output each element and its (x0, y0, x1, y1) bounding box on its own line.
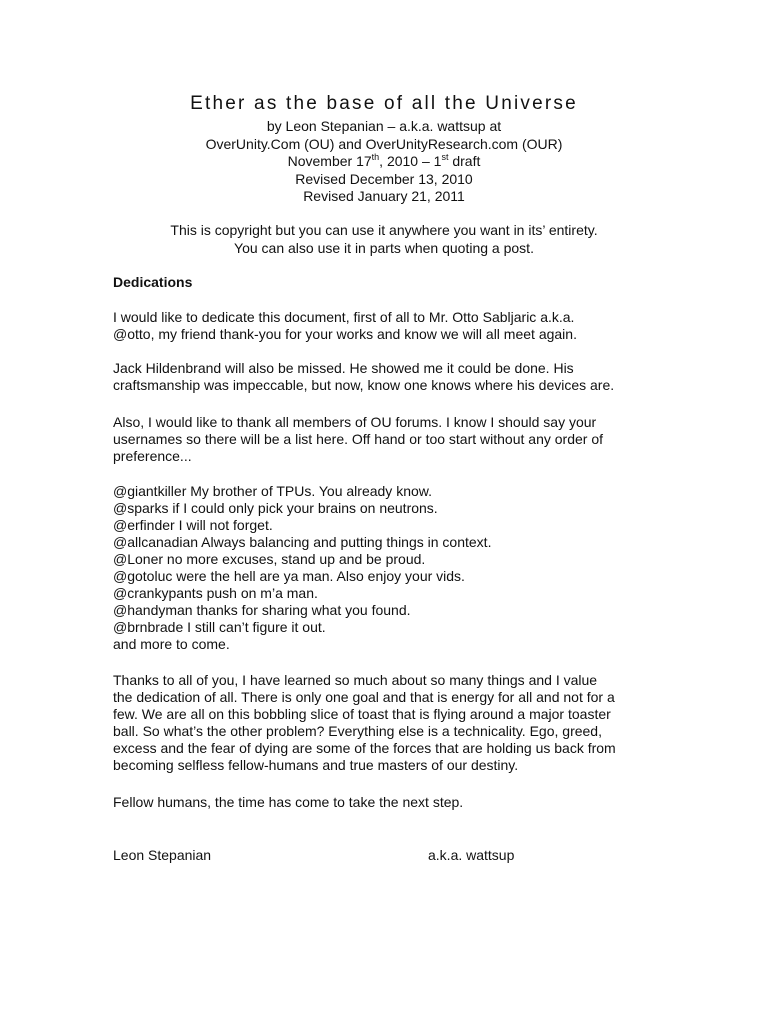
signature-name: Leon Stepanian (113, 847, 212, 863)
member-list-item: @erfinder I will not forget. (113, 517, 273, 533)
member-list-item: @allcanadian Always balancing and putting things in context. (113, 534, 492, 550)
paragraph-line: ball. So what’s the other problem? Everything else is a technicality. Ego, greed, (113, 723, 602, 739)
draft-date-line (0, 153, 768, 171)
paragraph-closing (113, 672, 673, 774)
paragraph-line: Also, I would like to thank all members of OU forums. I know I should say your (113, 414, 597, 430)
signature-alias: a.k.a. wattsup (428, 847, 515, 863)
date-suffix: draft (448, 153, 481, 170)
paragraph-dedication-otto (113, 309, 673, 343)
paragraph-line: Fellow humans, the time has come to take the next step. (113, 794, 464, 810)
paragraph-line: excess and the fear of dying are some of the forces that are holding us back from (113, 740, 616, 756)
member-list-item: and more to come. (113, 636, 230, 652)
revised-line-2: Revised January 21, 2011 (303, 188, 465, 205)
copyright-line-2: You can also use it in parts when quoting a post. (234, 239, 534, 256)
document-header (0, 118, 768, 206)
paragraph-line: Thanks to all of you, I have learned so much about so many things and I value (113, 672, 598, 688)
paragraph-thanks-members (113, 414, 673, 465)
member-list-item: @Loner no more excuses, stand up and be proud. (113, 551, 426, 567)
member-list (113, 483, 673, 653)
paragraph-line: Jack Hildenbrand will also be missed. He showed me it could be done. His (113, 360, 574, 376)
member-list-item: @giantkiller My brother of TPUs. You already know. (113, 483, 432, 499)
paragraph-next-step (113, 794, 673, 811)
paragraph-line: few. We are all on this bobbling slice of toast that is flying around a major toaster (113, 706, 611, 722)
sites-line: OverUnity.Com (OU) and OverUnityResearch.com (OUR) (205, 135, 563, 152)
paragraph-line: usernames so there will be a list here. Off hand or too start without any order of (113, 431, 603, 447)
copyright-line-1: This is copyright but you can use it anywhere you want in its’ entirety. (170, 222, 598, 238)
member-list-item: @handyman thanks for sharing what you found. (113, 602, 411, 618)
member-list-item: @gotoluc were the hell are ya man. Also enjoy your vids. (113, 568, 465, 584)
paragraph-line: I would like to dedicate this document, first of all to Mr. Otto Sabljaric a.k.a. (113, 309, 575, 325)
section-heading-dedications: Dedications (113, 274, 193, 290)
paragraph-line: becoming selfless fellow-humans and true masters of our destiny. (113, 757, 519, 773)
member-list-item: @brnbrade I still can’t figure it out. (113, 619, 326, 635)
byline: by Leon Stepanian – a.k.a. wattsup at (266, 118, 502, 134)
paragraph-line: @otto, my friend thank-you for your works and know we will all meet again. (113, 326, 577, 342)
paragraph-line: preference... (113, 448, 192, 464)
paragraph-line: craftsmanship was impeccable, but now, know one knows where his devices are. (113, 377, 615, 393)
paragraph-line: the dedication of all. There is only one goal and that is energy for all and not for a (113, 689, 615, 705)
date-sup-th: th (371, 151, 380, 162)
copyright-notice (0, 222, 768, 257)
paragraph-dedication-jack (113, 360, 673, 394)
date-prefix: November 17 (287, 153, 372, 170)
member-list-item: @sparks if I could only pick your brains on neutrons. (113, 500, 438, 516)
date-sup-st: st (441, 151, 449, 162)
revised-line-1: Revised December 13, 2010 (295, 170, 473, 187)
date-middle: , 2010 – 1 (379, 153, 442, 170)
member-list-item: @crankypants push on m’a man. (113, 585, 318, 601)
document-title: Ether as the base of all the Universe (190, 93, 578, 114)
